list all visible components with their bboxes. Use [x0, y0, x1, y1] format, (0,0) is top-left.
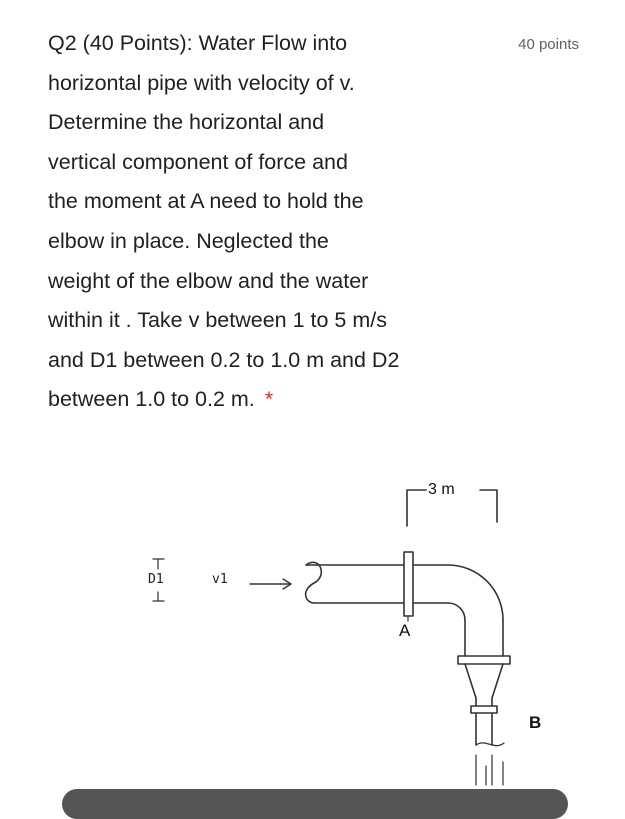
question-line-text: between 1.0 to 0.2 m. [48, 387, 255, 412]
question-line: vertical component of force and [48, 149, 348, 174]
question-line: and D1 between 0.2 to 1.0 m and D2 [48, 347, 400, 372]
points-label: 40 points [518, 36, 579, 53]
d1-label: D1 [148, 572, 164, 587]
pipe-reducer [465, 664, 504, 746]
point-a-label: A [399, 621, 411, 640]
required-asterisk: * [264, 387, 274, 412]
question-line: weight of the elbow and the water [48, 268, 369, 293]
v1-label: v1 [212, 572, 228, 587]
pipe-elbow-diagram [140, 470, 560, 800]
point-b-label: B [529, 713, 542, 732]
pipe-elbow-figure [140, 470, 560, 800]
flange-a [404, 552, 413, 616]
question-line: Q2 (40 Points): Water Flow into [48, 31, 348, 55]
flange-lower [458, 656, 510, 664]
question-line: Determine the horizontal and [48, 110, 325, 135]
question-line-last [48, 380, 488, 420]
d2-dimension-marker [476, 755, 503, 785]
question-line: within it . Take v between 1 to 5 m/s [48, 308, 387, 333]
flow-arrow [250, 579, 291, 589]
bottom-overlay-bar [62, 789, 568, 819]
pipe-elbow [413, 565, 503, 656]
dimension-label: 3 m [428, 481, 455, 498]
question-line: horizontal pipe with velocity of v. [48, 70, 355, 95]
question-line: elbow in place. Neglected the [48, 228, 329, 253]
question-line: the moment at A need to hold the [48, 189, 364, 214]
inlet-pipe [306, 562, 404, 603]
question-text [48, 24, 488, 420]
